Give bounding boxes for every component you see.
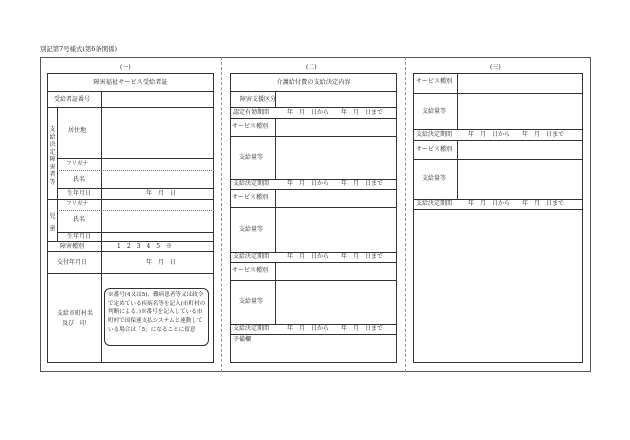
note-text: ※番号(4又は5)、難病患者等又は政令で定めている疾病名等を記入(市町村の判断による。)※番号を記入している市町村で国保連支払システムと連動している場合は「5」になることに留意	[108, 292, 206, 333]
issue-date-value: 年 月 日	[146, 259, 177, 266]
form-title: 別記第7号様式(第6条関係)	[40, 45, 118, 53]
service-type-label-3: サービス種別	[232, 267, 269, 274]
amount-label-4: 支給量等	[422, 108, 447, 115]
panel-2-frame	[230, 73, 397, 363]
panel-2-label: (二)	[306, 64, 317, 71]
service-type-label-1: サービス種別	[232, 123, 269, 130]
disability-type-label: 障害種別	[60, 243, 85, 250]
decision-period-value-4: 年 月 日から 年 月 日まで	[468, 131, 565, 138]
birth-date-label: 生年月日	[67, 190, 92, 197]
service-type-label-4: サービス種別	[416, 78, 453, 85]
fold-line-2	[405, 57, 406, 372]
decision-period-value-3: 年 月 日から 年 月 日まで	[287, 325, 384, 332]
amount-label-3: 支給量等	[239, 298, 264, 305]
decision-period-value-1: 年 月 日から 年 月 日まで	[287, 180, 384, 187]
panel-2-heading: 介護給付費の支給決定内容	[276, 79, 351, 86]
decision-period-label-2: 支給決定期間	[233, 253, 270, 260]
amount-label-5: 支給量等	[422, 175, 447, 182]
decision-period-label-4: 支給決定期間	[416, 131, 453, 138]
panel-3-frame	[413, 73, 583, 363]
decision-period-label-3: 支給決定期間	[233, 325, 270, 332]
recipient-number-label: 受給者証番号	[54, 96, 91, 103]
child-label: 児童	[49, 213, 56, 232]
decision-period-label-5: 支給決定期間	[416, 200, 453, 207]
furigana-label: フリガナ	[66, 161, 89, 167]
fold-line-1	[221, 57, 222, 372]
panel-3-label: (三)	[490, 64, 501, 71]
validity-period-label: 認定有効期間	[233, 109, 270, 116]
child-birth-date-label: 生年月日	[67, 233, 92, 240]
decision-period-value-5: 年 月 日から 年 月 日まで	[468, 200, 565, 207]
child-furigana-label: フリガナ	[66, 201, 89, 207]
validity-period-value: 年 月 日から 年 月 日まで	[287, 109, 384, 116]
decision-period-value-2: 年 月 日から 年 月 日まで	[287, 253, 384, 260]
decided-person-label: 支給決定障害者等	[49, 126, 56, 186]
service-type-label-5: サービス種別	[416, 146, 453, 153]
seal-label: 及び 印	[62, 320, 87, 327]
issue-date-label: 交付年月日	[57, 259, 88, 266]
service-type-label-2: サービス種別	[232, 194, 269, 201]
name-label: 氏名	[73, 176, 86, 183]
amount-label-1: 支給量等	[239, 154, 264, 161]
child-name-label: 氏名	[73, 216, 86, 223]
decision-period-label-1: 支給決定期間	[233, 180, 270, 187]
panel-1-label: (一)	[120, 64, 131, 71]
panel-1-heading: 障害福祉サービス受給者証	[93, 79, 168, 86]
birth-date-value: 年 月 日	[146, 190, 177, 197]
amount-label-2: 支給量等	[239, 226, 264, 233]
disability-type-options: 1 2 3 4 5 ※	[117, 243, 173, 250]
municipality-label: 支給市町村名	[57, 310, 94, 317]
address-label: 居住地	[68, 127, 87, 134]
support-category-label: 障害支援区分	[240, 96, 277, 103]
reserve-field-label: 予備欄	[233, 336, 252, 343]
